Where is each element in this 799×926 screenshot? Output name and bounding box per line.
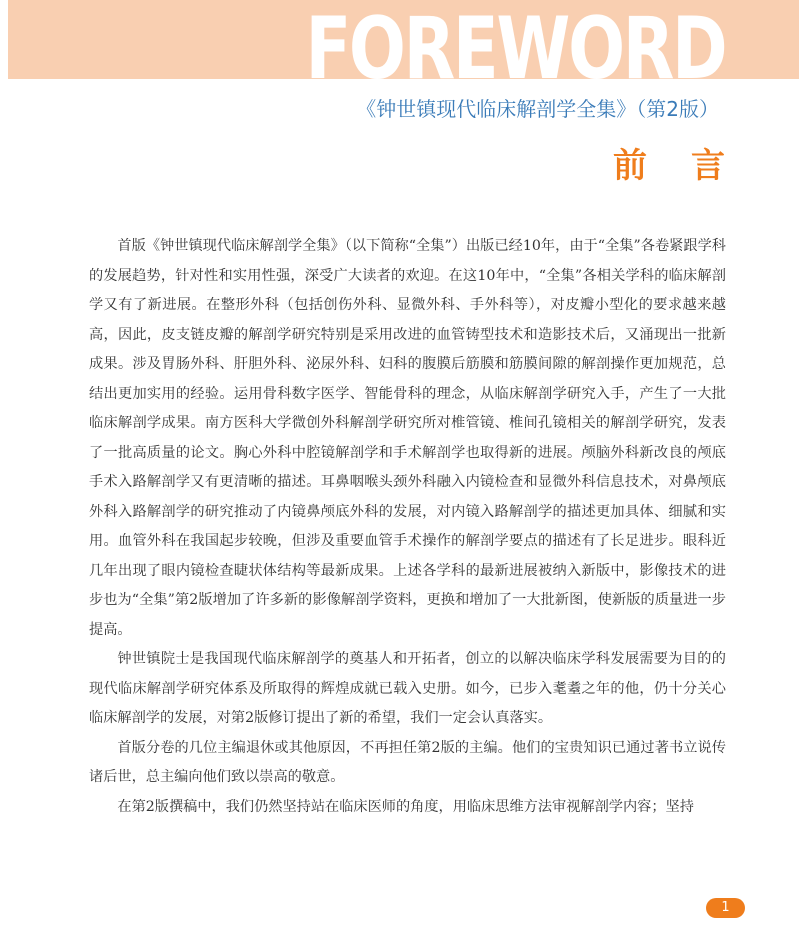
book-title: 《钟世镇现代临床解剖学全集》（第2版） [356, 97, 719, 121]
foreword-label: FOREWORD [305, 0, 725, 79]
paragraph: 钟世镇院士是我国现代临床解剖学的奠基人和开拓者，创立的以解决临床学科发展需要为目的的现代临床解剖学研究体系及所取得的辉煌成就已载入史册。如今，已步入耄耋之年的他，仍十分关心临床解剖学的发展，对第2版修订提出了新的希望，我们一定会认真落实。 [89, 651, 726, 726]
paragraph: 在第2版撰稿中，我们仍然坚持站在临床医师的角度，用临床思维方法审视解剖学内容；坚持 [117, 798, 694, 815]
body-text [89, 232, 726, 822]
header-band [8, 0, 799, 79]
paragraph: 首版分卷的几位主编退休或其他原因，不再担任第2版的主编。他们的宝贵知识已通过著书立说传诸后世，总主编向他们致以崇高的敬意。 [89, 739, 726, 785]
preface-heading: 前言 [613, 146, 769, 186]
paragraph: 首版《钟世镇现代临床解剖学全集》（以下简称“全集”）出版已经10年，由于“全集”各卷紧跟学科的发展趋势，针对性和实用性强，深受广大读者的欢迎。在这10年中，“全集”各相关学科的临床解剖学又有了新进展。在整形外科（包括创伤外科、显微外科、手外科等），对皮瓣小型化的要求越来越高，因此，皮支链皮瓣的解剖学研究特别是采用改进的血管铸型技术和造影技术后，又涌现出一批新成果。涉及胃肠外科、肝胆外科、泌尿外科、妇科的腹膜后筋膜和筋膜间隙的解剖操作更加规范，总结出更加实用的经验。运用骨科数字医学、智能骨科的理念，从临床解剖学研究入手，产生了一大批临床解剖学成果。南方医科大学微创外科解剖学研究所对椎管镜、椎间孔镜相关的解剖学研究，发表了一批高质量的论文。胸心外科中腔镜解剖学和手术解剖学也取得新的进展。颅脑外科新改良的颅底手术入路解剖学又有更清晰的描述。耳鼻咽喉头颈外科融入内镜检查和显微外科信息技术，对鼻颅底外科入路解剖学的研究推动了内镜鼻颅底外科的发展，对内镜入路解剖学的描述更加具体、细腻和实用。血管外科在我国起步较晚，但涉及重要血管手术操作的解剖学要点的描述有了长足进步。眼科近几年出现了眼内镜检查睫状体结构等最新成果。上述各学科的最新进展被纳入新版中，影像技术的进步也为“全集”第2版增加了许多新的影像解剖学资料，更换和增加了一大批新图，使新版的质量进一步提高。 [89, 238, 726, 638]
page-number: 1 [706, 898, 745, 918]
